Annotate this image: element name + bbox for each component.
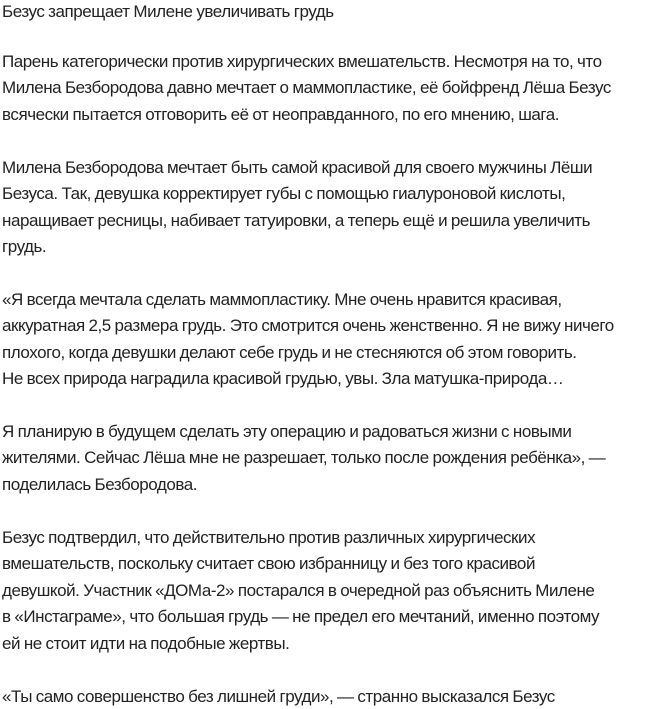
paragraph-line: в «Инстаграме», что большая грудь — не предел его мечтаний, именно поэтому <box>2 607 600 626</box>
paragraph-line: вмешательств, поскольку считает свою избранницу и без того красивой <box>2 554 535 573</box>
paragraph-line: Я планирую в будущем сделать эту операцию и радоваться жизни с новыми <box>2 422 572 441</box>
paragraph-line: всячески пытается отговорить её от неоправданного, по его мнению, шага. <box>2 105 560 124</box>
article-title: Безус запрещает Милене увеличивать грудь <box>2 2 334 21</box>
paragraph-line: «Ты само совершенство без лишней груди», — странно высказался Безус <box>2 687 555 706</box>
paragraph-line: поделилась Безбородова. <box>2 475 198 494</box>
paragraph-line: аккуратная 2,5 размера грудь. Это смотрится очень женственно. Я не вижу ничего <box>2 316 614 335</box>
paragraph-line: Милена Безбородова мечтает быть самой красивой для своего мужчины Лёши <box>2 158 593 177</box>
paragraph-line: «Я всегда мечтала сделать маммопластику. Мне очень нравится красивая, <box>2 290 562 309</box>
paragraph-line: жителями. Сейчас Лёша мне не разрешает, только после рождения ребёнка», — <box>2 448 606 467</box>
paragraph-line: Милена Безбородова давно мечтает о маммопластике, её бойфренд Лёша Безус <box>2 78 611 97</box>
paragraph-line: наращивает ресницы, набивает татуировки, а теперь ещё и решила увеличить <box>2 211 591 230</box>
paragraph-line: грудь. <box>2 237 47 256</box>
paragraph-line: ей не стоит идти на подобные жертвы. <box>2 634 290 653</box>
paragraph-line: Безус подтвердил, что действительно против различных хирургических <box>2 528 536 547</box>
paragraph-line: плохого, когда девушки делают себе грудь и не стесняются об этом говорить. <box>2 343 577 362</box>
paragraph-line: Безуса. Так, девушка корректирует губы с помощью гиалуроновой кислоты, <box>2 184 566 203</box>
paragraph-line: Парень категорически против хирургических вмешательств. Несмотря на то, что <box>2 52 602 71</box>
paragraph-line: девушкой. Участник «ДОМа-2» постарался в очередной раз объяснить Милене <box>2 581 595 600</box>
paragraph-line: Не всех природа наградила красивой грудью, увы. Зла матушка-природа… <box>2 369 564 388</box>
